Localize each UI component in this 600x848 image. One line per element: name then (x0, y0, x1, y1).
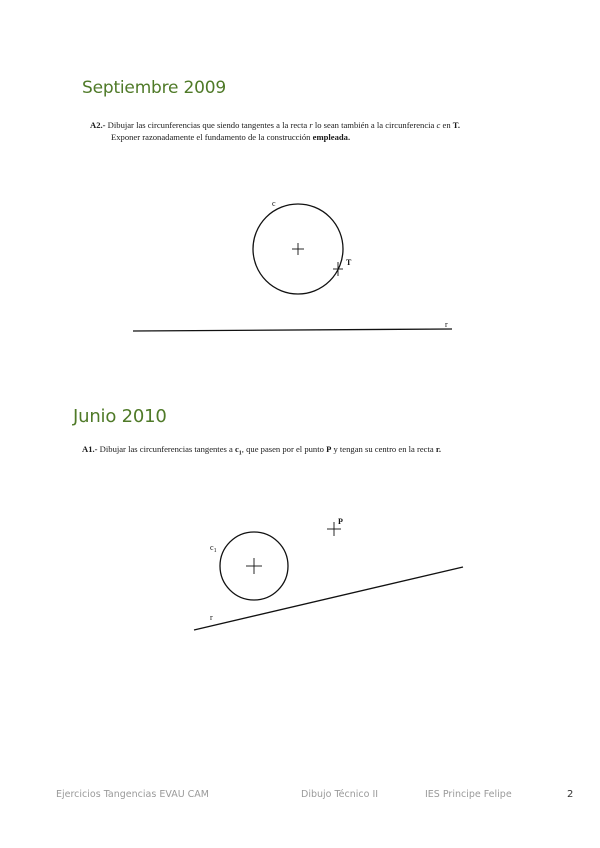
statement-var-c1: $c_1$ (234, 444, 242, 457)
label-c1: $c_1$ (210, 543, 217, 554)
statement-text-bold: empleada. (312, 132, 351, 142)
statement-var-r: r. (435, 444, 442, 454)
section-heading-septiembre-2009: Septiembre 2009 (82, 78, 226, 98)
statement-text: Exponer razonadamente el fundamento de la construcción (111, 132, 311, 142)
label-r: r (445, 320, 448, 329)
statement-text: , que pasen por el punto (241, 444, 324, 454)
footer-subject: Dibujo Técnico II (301, 789, 379, 800)
statement-text: lo sean también a la circunferencia (314, 120, 435, 130)
label-t: T (346, 258, 352, 267)
exercise-statement-a2 (90, 119, 460, 143)
footer-document-title: Ejercicios Tangencias EVAU CAM (56, 789, 210, 800)
statement-var-c: c (436, 120, 441, 130)
exercise-statement-a1 (82, 443, 441, 460)
statement-text: y tengan su centro en la recta (333, 444, 434, 454)
figure-septiembre-2009 (0, 190, 600, 350)
label-c: c (272, 199, 276, 208)
footer-school: IES Principe Felipe (425, 789, 512, 800)
circle-center-mark (246, 558, 262, 574)
statement-text: Dibujar las circunferencias tangentes a (99, 444, 233, 454)
section-heading-junio-2010: Junio 2010 (73, 406, 167, 427)
label-p: P (338, 517, 343, 526)
statement-var-r: r (309, 120, 313, 130)
given-line-r (133, 329, 452, 331)
statement-line-1 (90, 119, 460, 131)
exercise-number: A2.- (90, 120, 106, 130)
label-r: r (210, 613, 213, 622)
exercise-number: A1.- (82, 444, 98, 454)
statement-text: en (442, 120, 451, 130)
statement-var-t: T. (452, 120, 461, 130)
figure-junio-2010 (0, 505, 600, 645)
circle-center-mark (292, 243, 304, 255)
statement-var-p: P (326, 444, 332, 454)
statement-text: Dibujar las circunferencias que siendo tangentes a la recta (107, 120, 308, 130)
statement-line-2 (90, 131, 460, 143)
footer-page-number: 2 (567, 789, 574, 800)
given-line-r (194, 567, 463, 630)
tangent-point-mark-t (333, 262, 343, 276)
